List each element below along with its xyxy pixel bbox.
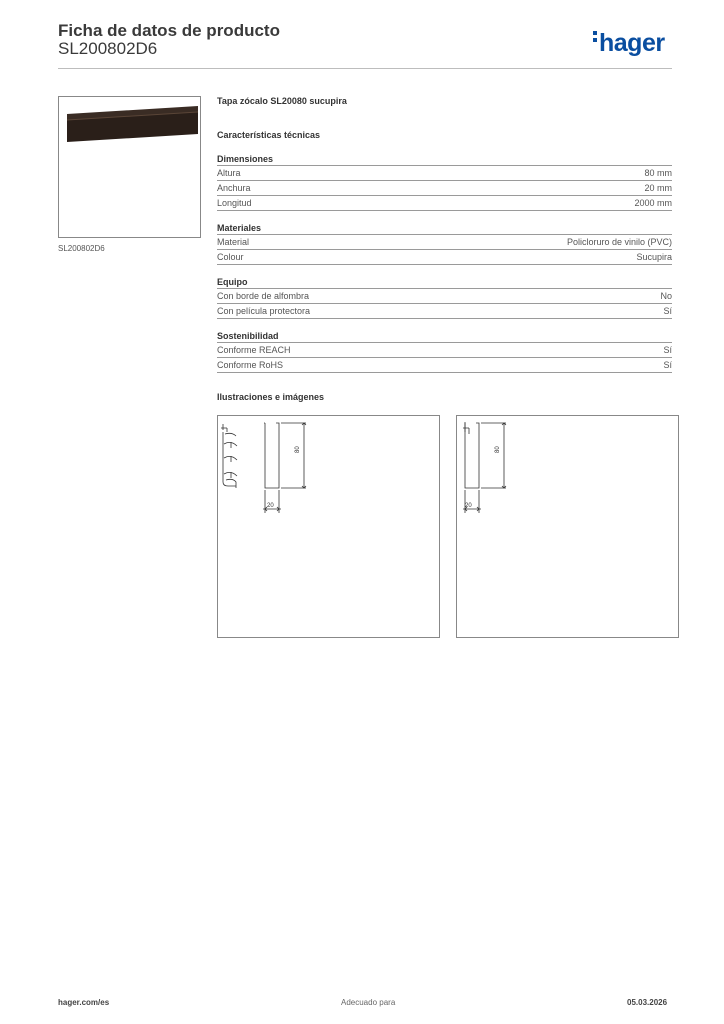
section-title: Dimensiones bbox=[217, 154, 274, 164]
spec-table bbox=[217, 234, 672, 265]
spec-label: Anchura bbox=[217, 183, 251, 193]
spec-value: Sí bbox=[663, 345, 672, 355]
height-dimension-label: 80 bbox=[295, 446, 301, 453]
spec-value: 80 mm bbox=[644, 168, 672, 178]
spec-label: Con película protectora bbox=[217, 306, 311, 316]
logo-dots-icon bbox=[593, 31, 597, 45]
section-title: Equipo bbox=[217, 277, 248, 287]
spec-label: Conforme RoHS bbox=[217, 360, 284, 370]
spec-value: 2000 mm bbox=[634, 198, 672, 208]
spec-label: Con borde de alfombra bbox=[217, 291, 310, 301]
spec-row bbox=[217, 195, 672, 211]
footer-suitable-for: Adecuado para bbox=[341, 998, 396, 1007]
section-equipment bbox=[217, 277, 672, 319]
spec-table bbox=[217, 165, 672, 211]
spec-row bbox=[217, 249, 672, 265]
footer-website[interactable]: hager.com/es bbox=[58, 998, 110, 1007]
spec-row bbox=[217, 180, 672, 195]
spec-label: Colour bbox=[217, 252, 244, 262]
profile-drawing bbox=[457, 416, 678, 637]
hager-logo bbox=[593, 29, 665, 58]
spec-row bbox=[217, 234, 672, 249]
skirting-cover-image bbox=[59, 97, 200, 237]
product-name: Tapa zócalo SL20080 sucupira bbox=[217, 96, 347, 106]
technical-drawing-1 bbox=[217, 415, 440, 638]
technical-drawing-2 bbox=[456, 415, 679, 638]
spec-table bbox=[217, 342, 672, 373]
specs-panel bbox=[217, 96, 672, 402]
width-dimension-label: 20 bbox=[267, 503, 274, 509]
header-title: Ficha de datos de producto bbox=[58, 21, 280, 40]
spec-label: Material bbox=[217, 237, 250, 247]
spec-row bbox=[217, 303, 672, 319]
product-code: SL200802D6 bbox=[58, 39, 158, 58]
photo-caption: SL200802D6 bbox=[58, 244, 105, 253]
spec-value: No bbox=[660, 291, 672, 301]
spec-label: Conforme REACH bbox=[217, 345, 291, 355]
logo-text: hager bbox=[599, 29, 665, 57]
section-dimensions bbox=[217, 154, 672, 211]
width-dimension-label: 20 bbox=[465, 503, 472, 509]
illustrations-heading: Ilustraciones e imágenes bbox=[217, 392, 325, 402]
spec-value: Sucupira bbox=[636, 252, 672, 262]
profile-drawing-with-base bbox=[218, 416, 439, 637]
height-dimension-label: 80 bbox=[495, 446, 501, 453]
spec-value: Policloruro de vinilo (PVC) bbox=[566, 237, 672, 247]
section-title: Sostenibilidad bbox=[217, 331, 279, 341]
product-photo bbox=[58, 96, 201, 238]
section-title: Materiales bbox=[217, 223, 262, 233]
header-divider bbox=[58, 68, 672, 69]
spec-label: Longitud bbox=[217, 198, 252, 208]
spec-label: Altura bbox=[217, 168, 241, 178]
section-materials bbox=[217, 223, 672, 265]
spec-row bbox=[217, 357, 672, 373]
tech-heading: Características técnicas bbox=[217, 130, 321, 140]
spec-value: Sí bbox=[663, 360, 672, 370]
spec-row bbox=[217, 288, 672, 303]
spec-row bbox=[217, 165, 672, 180]
section-sustainability bbox=[217, 331, 672, 373]
spec-row bbox=[217, 342, 672, 357]
spec-value: 20 mm bbox=[644, 183, 672, 193]
footer-date: 05.03.2026 bbox=[627, 998, 668, 1007]
spec-value: Sí bbox=[663, 306, 672, 316]
spec-table bbox=[217, 288, 672, 319]
